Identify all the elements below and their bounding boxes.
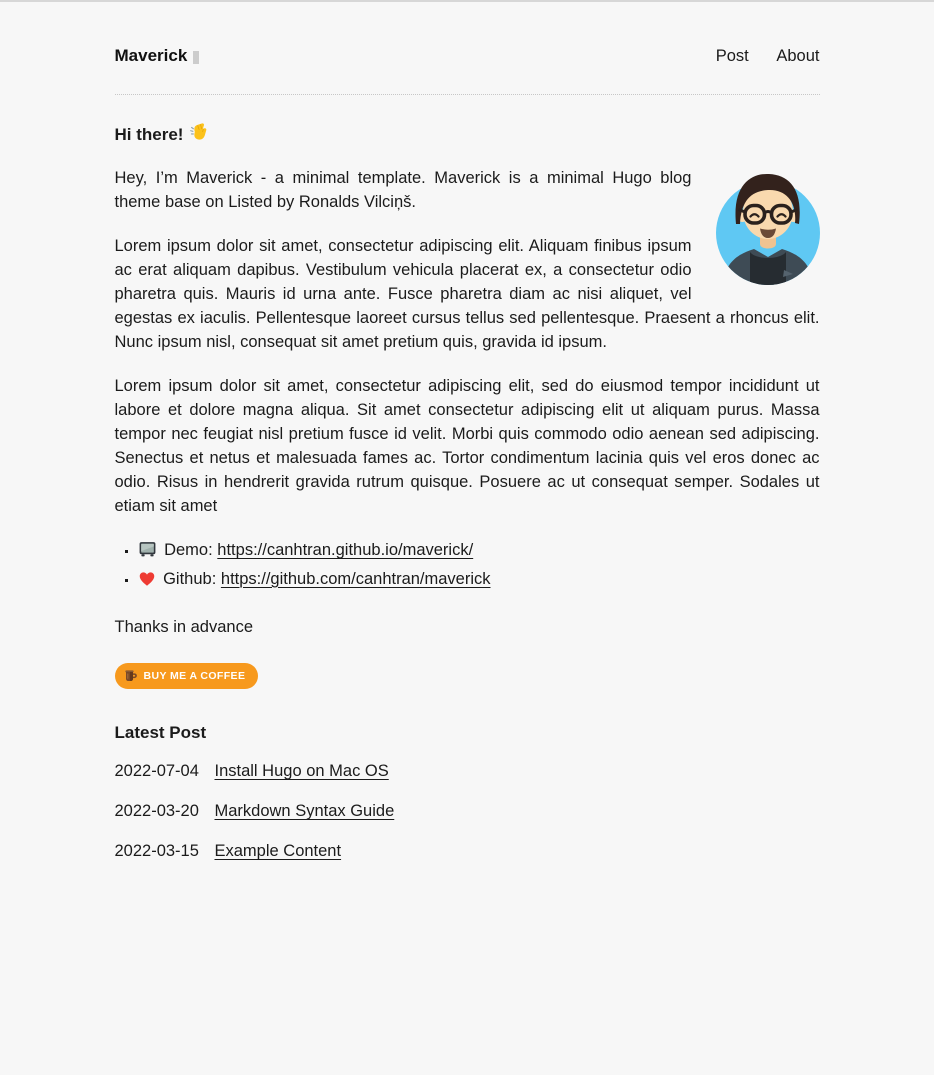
avatar — [716, 170, 820, 286]
post-date: 2022-03-20 — [114, 802, 199, 820]
demo-list-item — [138, 538, 820, 567]
desktop-computer-icon — [138, 540, 157, 567]
main-nav — [693, 47, 820, 66]
lorem-paragraph-2: Lorem ipsum dolor sit amet, consectetur adipiscing elit, sed do eiusmod tempor incididunt ut labore et dolore magna aliqua. Sit amet consectetur adipiscing elit ut aliquam purus. Massa tempor nec feugiat nisl pretium fusce id velit. Morbi quis commodo odio aenean sed adipiscing. Senectus et netus et malesuada fames ac. Tortor condimentum lacinia quis vel eros donec ac odio. Risus in hendrerit gravida rutrum quisque. Posuere ac ut consequat semper. Sodales ut etiam sit amet — [114, 377, 820, 515]
site-header — [115, 2, 820, 95]
coffee-mug-icon — [123, 668, 139, 684]
post-link-markdown-syntax[interactable]: Markdown Syntax Guide — [214, 802, 395, 820]
main-content — [115, 122, 820, 863]
post-date: 2022-07-04 — [114, 762, 199, 780]
post-date: 2022-03-15 — [114, 842, 199, 860]
site-title-wrap — [115, 46, 200, 66]
post-row — [115, 839, 820, 863]
project-links-list — [115, 538, 820, 595]
nav-item-post[interactable]: Post — [715, 46, 749, 65]
github-link[interactable]: https://github.com/canhtran/maverick — [220, 569, 491, 588]
lorem-paragraph-1: Lorem ipsum dolor sit amet, consectetur adipiscing elit. Aliquam finibus ipsum ac erat aliquam dapibus. Vestibulum vehicula placerat ex, a consectetur odio pharetra quis. Mauris id urna ante. Fusce pharetra diam ac nisi aliquet, vel egestas ex iaculis. Pellentesque laoreet cursus tellus sed pellentesque. Praesent a rhoncus elit. Nunc ipsum nisl, consequat sit amet pretium quis, gravida id ipsum. — [114, 237, 820, 351]
intro-paragraph: Hey, I’m Maverick - a minimal template. Maverick is a minimal Hugo blog theme base on Listed by Ronalds Vilciņš. — [114, 169, 692, 211]
post-row — [115, 799, 820, 823]
link-label: Github: — [163, 569, 217, 588]
latest-post-heading: Latest Post — [114, 723, 207, 742]
post-link-example-content[interactable]: Example Content — [214, 842, 342, 860]
coffee-button-label: BUY ME A COFFEE — [143, 670, 246, 682]
waving-hand-icon — [189, 122, 210, 148]
thanks-text: Thanks in advance — [114, 618, 254, 636]
nav-item-about[interactable]: About — [776, 46, 820, 65]
site-title[interactable]: Maverick — [114, 46, 188, 65]
post-row — [115, 759, 820, 783]
post-link-install-hugo[interactable]: Install Hugo on Mac OS — [214, 762, 389, 780]
cursor-block-icon — [193, 51, 199, 64]
demo-link[interactable]: https://canhtran.github.io/maverick/ — [217, 541, 474, 559]
buy-me-a-coffee-button[interactable] — [115, 663, 259, 689]
link-label: Demo: — [164, 541, 213, 559]
greeting-text: Hi there! — [114, 125, 184, 144]
page-container — [115, 2, 820, 863]
red-heart-icon — [138, 570, 156, 596]
greeting-heading — [115, 122, 820, 148]
github-list-item — [138, 567, 820, 596]
